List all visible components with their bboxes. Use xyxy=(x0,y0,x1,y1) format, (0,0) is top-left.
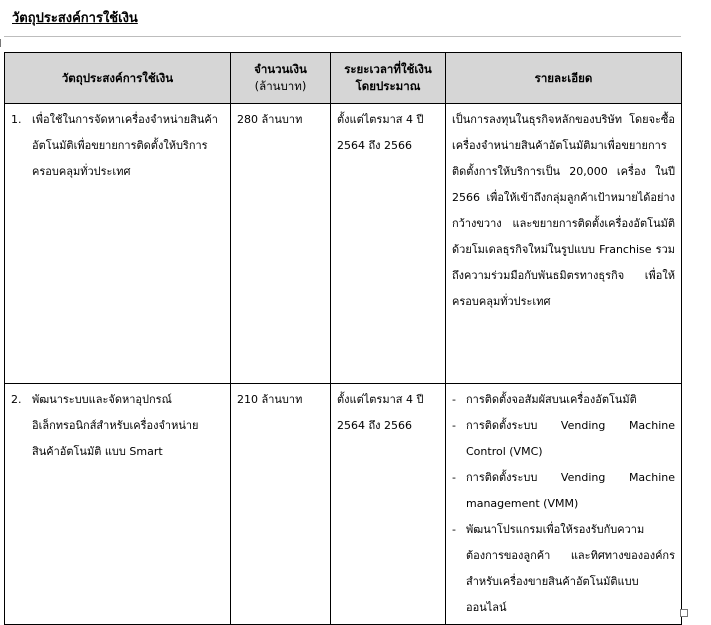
table-row xyxy=(5,384,682,625)
bullet-text: การติดตั้งจอสัมผัสบนเครื่องอัตโนมัติ xyxy=(466,393,637,406)
list-item xyxy=(452,387,675,413)
bullet-marker: - xyxy=(452,471,456,484)
amount-cell: 280 ล้านบาท xyxy=(231,104,331,384)
fund-usage-table xyxy=(4,52,682,625)
detail-cell: เป็นการลงทุนในธุรกิจหลักของบริษัท โดยจะซื้อเครื่องจำหน่ายสินค้าอัตโนมัติมาเพื่อขยายการติดตั้งการให้บริการเป็น 20,000 เครื่อง ในปี 2566 เพื่อให้เข้าถึงกลุ่มลูกค้าเป้าหมายได้อย่างกว้างขวาง และขยายการติดตั้งเครื่องอัตโนมัติด้วยโมเดลธุรกิจใหม่ในรูปแบบ Franchise รวมถึงความร่วมมือกับพันธมิตรทางธุรกิจ เพื่อให้ครอบคลุมทั่วประเทศ xyxy=(446,104,682,384)
row-number: 2. xyxy=(11,393,22,406)
header-purpose: วัตถุประสงค์การใช้เงิน xyxy=(5,53,231,104)
row-number: 1. xyxy=(11,113,22,126)
purpose-cell xyxy=(5,384,231,625)
page-title: วัตถุประสงค์การใช้เงิน xyxy=(12,11,138,26)
bullet-text: การติดตั้งระบบ Vending Machine management (VMM) xyxy=(466,471,675,510)
table-header-row xyxy=(5,53,682,104)
list-item xyxy=(452,517,675,621)
amount-cell: 210 ล้านบาท xyxy=(231,384,331,625)
detail-bullet-list xyxy=(452,387,675,621)
header-amount-line2: (ล้านบาท) xyxy=(254,79,307,93)
list-item xyxy=(452,465,675,517)
period-cell: ตั้งแต่ไตรมาส 4 ปี 2564 ถึง 2566 xyxy=(331,384,446,625)
header-amount xyxy=(231,53,331,104)
section-divider xyxy=(4,36,681,37)
header-period-line2: โดยประมาณ xyxy=(355,79,421,93)
purpose-text: พัฒนาระบบและจัดหาอุปกรณ์อิเล็กทรอนิกส์สำหรับเครื่องจำหน่ายสินค้าอัตโนมัติ แบบ Smart xyxy=(32,393,199,458)
header-period-line1: ระยะเวลาที่ใช้เงิน xyxy=(344,62,432,76)
bullet-text: การติดตั้งระบบ Vending Machine Control (VMC) xyxy=(466,419,675,458)
period-cell: ตั้งแต่ไตรมาส 4 ปี 2564 ถึง 2566 xyxy=(331,104,446,384)
bullet-marker: - xyxy=(452,419,456,432)
detail-cell xyxy=(446,384,682,625)
purpose-cell xyxy=(5,104,231,384)
bullet-text: พัฒนาโปรแกรมเพื่อให้รองรับกับความต้องการของลูกค้า และทิศทางขององค์กรสำหรับเครื่องขายสินค้าอัตโนมัติแบบออนไลน์ xyxy=(466,523,675,614)
text-boundary-mark xyxy=(0,39,4,47)
header-period xyxy=(331,53,446,104)
header-amount-line1: จำนวนเงิน xyxy=(254,62,307,76)
table-resize-handle[interactable] xyxy=(680,609,688,617)
list-item xyxy=(452,413,675,465)
bullet-marker: - xyxy=(452,393,456,406)
purpose-text: เพื่อใช้ในการจัดหาเครื่องจำหน่ายสินค้าอัตโนมัติเพื่อขยายการติดตั้งให้บริการครอบคลุมทั่วประเทศ xyxy=(32,113,218,178)
table-row xyxy=(5,104,682,384)
bullet-marker: - xyxy=(452,523,456,536)
header-detail: รายละเอียด xyxy=(446,53,682,104)
